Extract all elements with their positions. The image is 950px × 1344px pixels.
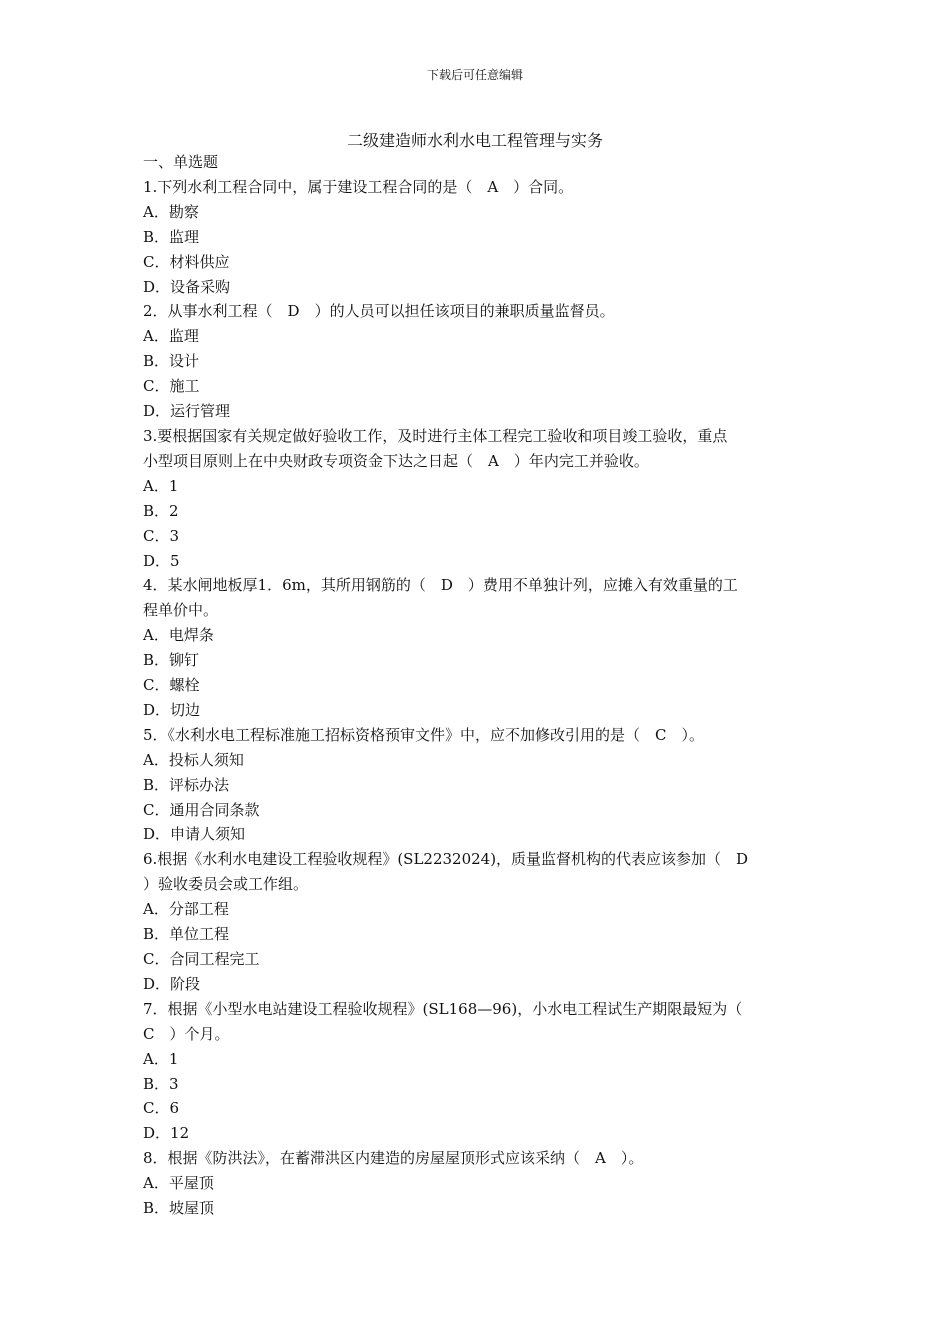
- option-d: D．阶段: [143, 974, 201, 993]
- question-stem: 1.下列水利工程合同中，属于建设工程合同的是（ A ）合同。: [143, 177, 574, 196]
- option-d: D．申请人须知: [143, 825, 246, 844]
- option-b: B．铆钉: [143, 651, 200, 670]
- option-b: B．2: [143, 501, 179, 520]
- option-c: C．3: [143, 526, 180, 545]
- question-1: [143, 175, 808, 300]
- option-d: D．5: [143, 551, 180, 570]
- option-c: C．螺栓: [143, 676, 200, 695]
- question-stem: 5．《水利水电工程标准施工招标资格预审文件》中，应不加修改引用的是（ C ）。: [143, 725, 705, 744]
- option-b: B．设计: [143, 352, 200, 371]
- option-a: A．勘察: [143, 202, 199, 221]
- option-a: A．投标人须知: [143, 750, 244, 769]
- option-b: B．单位工程: [143, 925, 230, 944]
- option-d: D．切边: [143, 700, 201, 719]
- option-c: C．6: [143, 1099, 180, 1118]
- option-b: B．坡屋顶: [143, 1199, 215, 1218]
- option-a: A．电焊条: [143, 626, 214, 645]
- question-stem-continued: C ）个月。: [143, 1024, 230, 1043]
- question-stem: 2．从事水利工程（ D ）的人员可以担任该项目的兼职质量监督员。: [143, 302, 615, 321]
- option-c: C．施工: [143, 377, 200, 396]
- question-stem-continued: ）验收委员会或工作组。: [143, 875, 309, 894]
- option-d: D．运行管理: [143, 402, 231, 421]
- question-stem-continued: 程单价中。: [143, 601, 219, 620]
- question-stem: 7．根据《小型水电站建设工程验收规程》(SL168—96)，小水电工程试生产期限最短为（: [143, 999, 743, 1018]
- option-b: B．3: [143, 1074, 179, 1093]
- question-4: [143, 573, 808, 722]
- question-8: [143, 1146, 808, 1221]
- download-note: 下载后可任意编辑: [426, 68, 523, 82]
- option-c: C．合同工程完工: [143, 950, 260, 968]
- option-a: A．1: [143, 1049, 179, 1068]
- question-7: [143, 997, 808, 1146]
- question-stem: 6.根据《水利水电建设工程验收规程》(SL2232024)，质量监督机构的代表应该参加（ D: [143, 850, 749, 869]
- option-d: D．设备采购: [143, 277, 231, 296]
- option-b: B．监理: [143, 227, 200, 246]
- question-stem: 8．根据《防洪法》，在蓄滞洪区内建造的房屋屋顶形式应该采纳（ A ）。: [143, 1149, 644, 1168]
- section-heading: 一、单选题: [143, 153, 219, 171]
- question-6: [143, 847, 808, 996]
- option-c: C．通用合同条款: [143, 800, 260, 819]
- question-2: [143, 299, 808, 424]
- question-stem: 3.要根据国家有关规定做好验收工作，及时进行主体工程完工验收和项目竣工验收，重点: [143, 426, 728, 445]
- option-d: D．12: [143, 1124, 190, 1143]
- option-b: B．评标办法: [143, 775, 230, 794]
- option-a: A．平屋顶: [143, 1174, 214, 1193]
- option-a: A．分部工程: [143, 900, 229, 919]
- option-c: C．材料供应: [143, 252, 230, 271]
- option-a: A．1: [143, 476, 179, 495]
- document-title: 二级建造师水利水电工程管理与实务: [346, 131, 603, 150]
- question-3: [143, 424, 808, 573]
- document-body: [143, 150, 808, 1221]
- question-stem-continued: 小型项目原则上在中央财政专项资金下达之日起（ A ）年内完工并验收。: [143, 451, 649, 470]
- option-a: A．监理: [143, 327, 199, 346]
- question-5: [143, 723, 808, 848]
- question-stem: 4．某水闸地板厚1．6m，其所用钢筋的（ D ）费用不单独计列，应摊入有效重量的工: [143, 576, 738, 595]
